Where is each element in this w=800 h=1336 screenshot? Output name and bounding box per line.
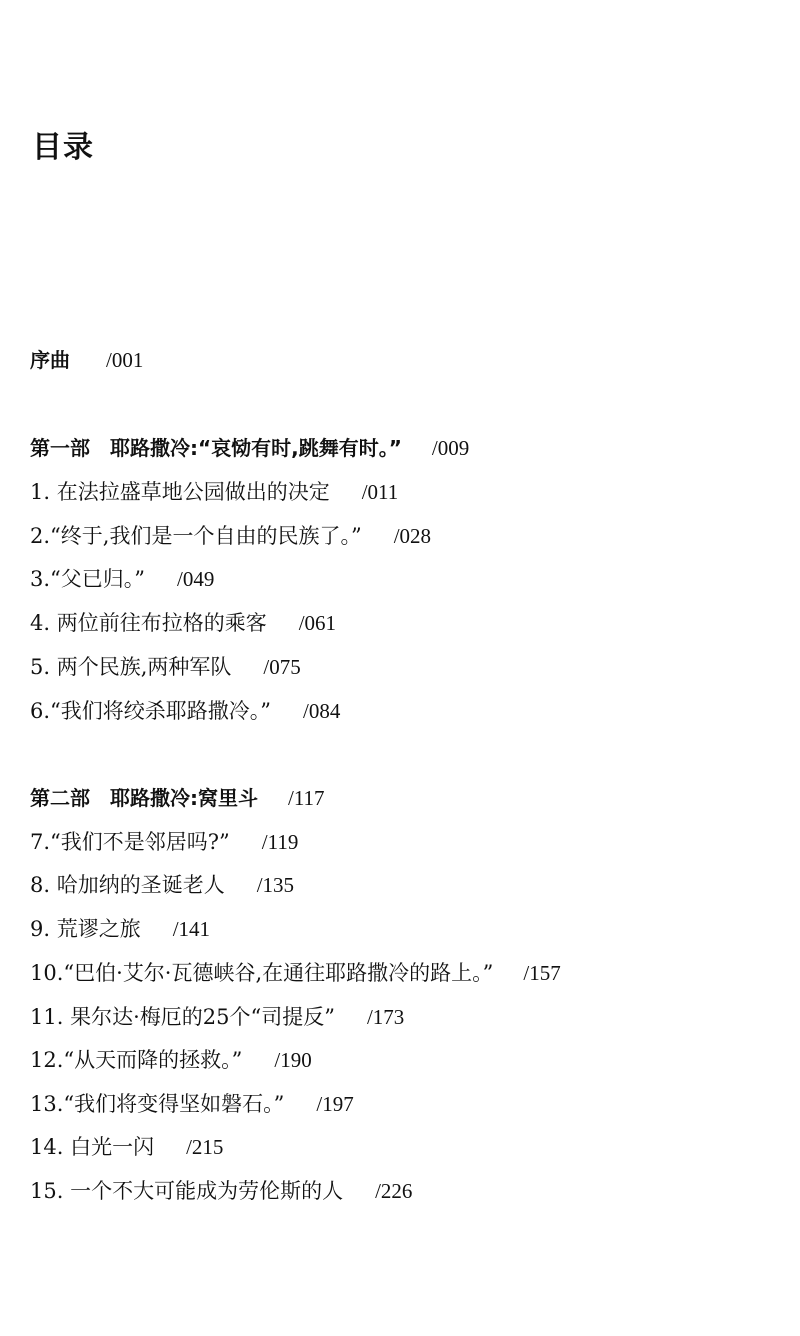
toc-entry-text: 1. 在法拉盛草地公园做出的决定 xyxy=(30,480,330,504)
toc-entry-text: 4. 两位前往布拉格的乘客 xyxy=(30,611,267,635)
toc-page-number: /190 xyxy=(274,1048,312,1072)
toc-chapter-7[interactable] xyxy=(30,827,298,857)
toc-page-number: /117 xyxy=(288,786,325,810)
toc-entry-text: 2.“终于,我们是一个自由的民族了。” xyxy=(30,524,362,548)
toc-chapter-10[interactable] xyxy=(30,958,561,988)
toc-chapter-3[interactable] xyxy=(30,564,214,594)
toc-page-number: /135 xyxy=(256,873,295,897)
toc-page-number: /173 xyxy=(366,1005,405,1029)
toc-chapter-1[interactable] xyxy=(30,477,398,507)
toc-chapter-5[interactable] xyxy=(30,652,301,682)
toc-page-number: /084 xyxy=(303,699,341,723)
toc-entry-text: 8. 哈加纳的圣诞老人 xyxy=(30,873,225,897)
toc-entry-text: 序曲 xyxy=(30,348,70,372)
toc-entry-text: 15. 一个不大可能成为劳伦斯的人 xyxy=(30,1179,344,1203)
toc-entry-text: 9. 荒谬之旅 xyxy=(30,917,141,941)
toc-page-number: /215 xyxy=(186,1135,224,1159)
toc-chapter-6[interactable] xyxy=(30,696,340,726)
toc-prelude[interactable] xyxy=(30,345,143,375)
toc-entry-text: 7.“我们不是邻居吗?” xyxy=(30,830,230,854)
toc-entry-text: 第一部 耶路撒冷:“哀恸有时,跳舞有时。” xyxy=(30,436,402,460)
toc-chapter-14[interactable] xyxy=(30,1132,223,1162)
page-title: 目录 xyxy=(32,130,94,165)
toc-page-number: /001 xyxy=(106,348,144,372)
toc-page-number: /226 xyxy=(375,1179,413,1203)
toc-entry-text: 12.“从天而降的拯救。” xyxy=(30,1048,243,1072)
toc-entry-text: 第二部 耶路撒冷:窝里斗 xyxy=(30,786,258,810)
toc-page-number: /011 xyxy=(361,480,399,504)
toc-page-number: /141 xyxy=(172,917,211,941)
toc-chapter-8[interactable] xyxy=(30,870,294,900)
toc-chapter-15[interactable] xyxy=(30,1176,412,1206)
toc-chapter-11[interactable] xyxy=(30,1002,404,1032)
toc-page-number: /197 xyxy=(316,1092,354,1116)
toc-chapter-12[interactable] xyxy=(30,1045,312,1075)
toc-entry-text: 3.“父已归。” xyxy=(30,567,146,591)
toc-page-number: /009 xyxy=(431,436,470,460)
toc-page-number: /157 xyxy=(523,961,561,985)
toc-page-number: /075 xyxy=(263,655,301,679)
toc-page-number: /061 xyxy=(298,611,337,635)
toc-chapter-2[interactable] xyxy=(30,521,431,551)
toc-chapter-4[interactable] xyxy=(30,608,336,638)
toc-entry-text: 6.“我们将绞杀耶路撒冷。” xyxy=(30,699,272,723)
toc-page-number: /049 xyxy=(177,567,215,591)
toc-page-number: /028 xyxy=(393,524,432,548)
toc-entry-text: 11. 果尔达·梅厄的25个“司提反” xyxy=(30,1005,335,1029)
toc-page-number: /119 xyxy=(261,830,299,854)
toc-part-2-heading[interactable] xyxy=(30,783,325,813)
toc-chapter-9[interactable] xyxy=(30,914,210,944)
toc-chapter-13[interactable] xyxy=(30,1089,354,1119)
toc-entry-text: 13.“我们将变得坚如磐石。” xyxy=(30,1092,285,1116)
toc-entry-text: 5. 两个民族,两种军队 xyxy=(30,655,232,679)
toc-part-1-heading[interactable] xyxy=(30,433,469,463)
toc-entry-text: 10.“巴伯·艾尔·瓦德峡谷,在通往耶路撒冷的路上。” xyxy=(30,961,494,985)
toc-entry-text: 14. 白光一闪 xyxy=(30,1135,155,1159)
